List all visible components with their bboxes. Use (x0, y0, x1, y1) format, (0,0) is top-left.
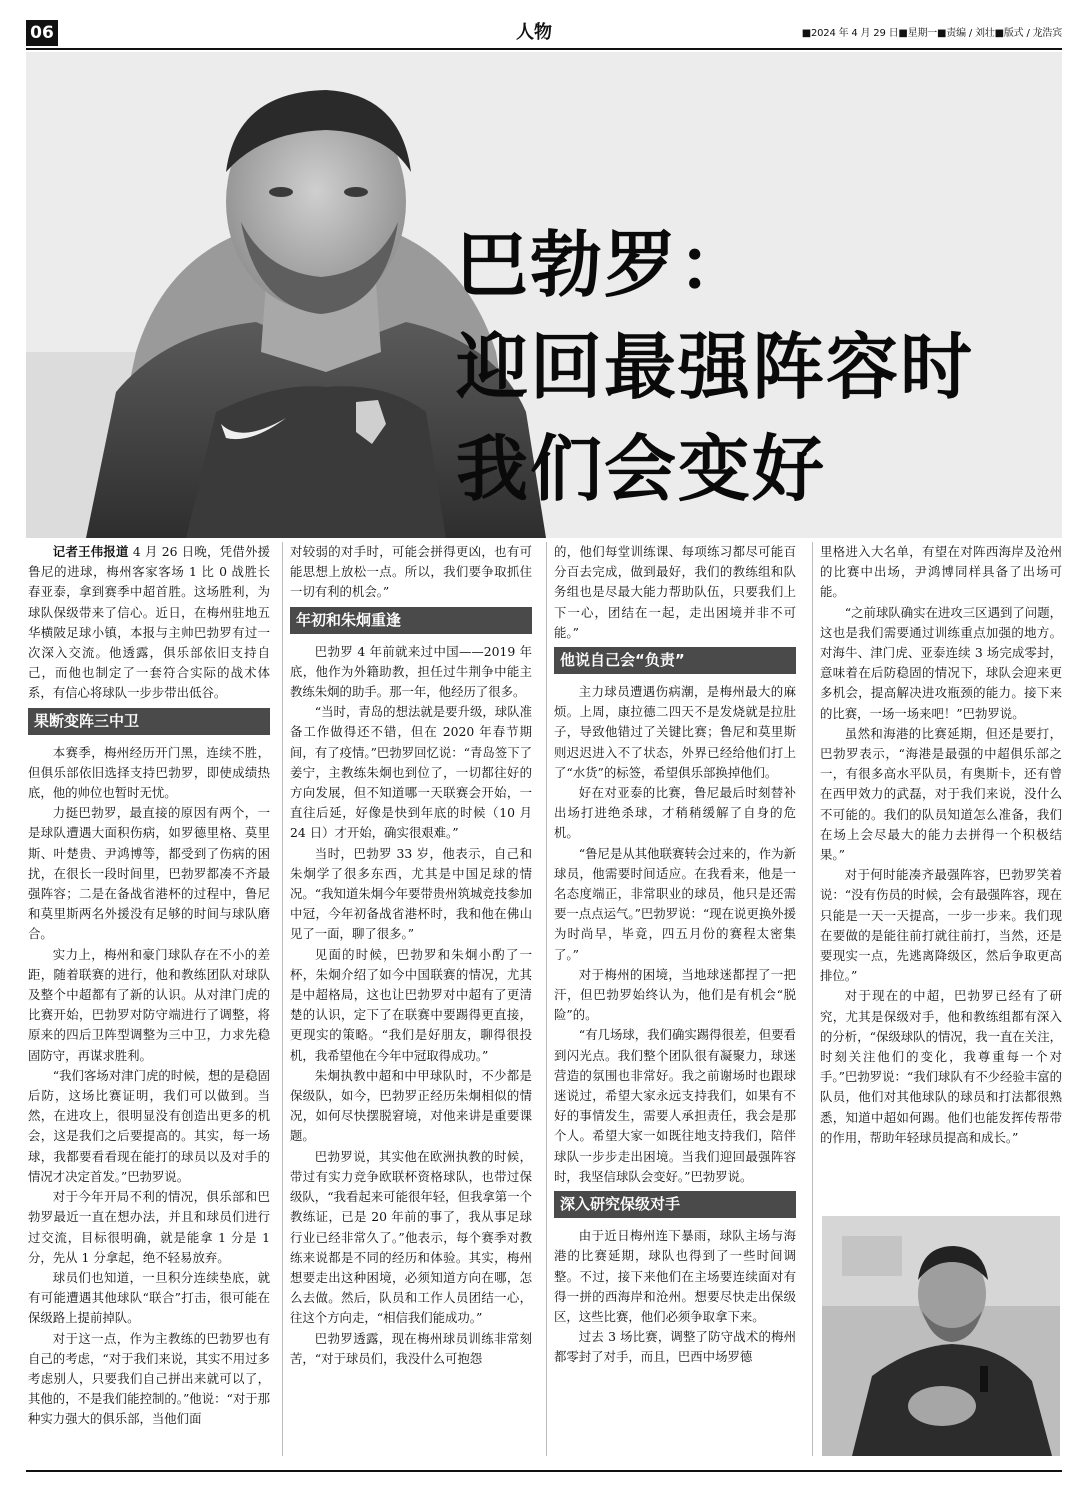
paragraph: 对较弱的对手时，可能会拼得更凶，也有可能思想上放松一点。所以，我们要争取抓住一切有利的机会。” (290, 544, 532, 600)
paragraph: 见面的时候，巴勃罗和朱炯小酌了一杯，朱炯介绍了如今中国联赛的情况，尤其是中超格局，这也让巴勃罗对中超有了更清楚的认识，定下了在联赛中要踢得更直接，更现实的策略。“我们是好朋友，聊得很投机，我希望他在今年中冠取得成功。” (290, 946, 532, 1063)
paragraph: 巴勃罗 4 年前就来过中国——2019 年底，他作为外籍助教，担任过牛荆争中能主教练朱炯的助手。那一年，他经历了很多。 (290, 643, 532, 700)
paragraph: 虽然和海港的比赛延期，但还是要打，巴勃罗表示，“海港是最强的中超俱乐部之一，有很多高水平队员，有奥斯卡，还有曾在西甲效力的武磊，对于我们来说，没什么不可能的。我们的队员知道怎么准备，我们在场上会尽最大的能力去拼得一个积极结果。” (820, 725, 1062, 863)
main-photo (26, 52, 1062, 538)
paragraph: “我们客场对津门虎的时候，想的是稳固后防，这场比赛证明，我们可以做到。当然，在进攻上，很明显没有创造出更多的机会，这是我们之后要提高的。其实，每一场球，我都要看看现在能打的球员以及对手的情况才决定首发。”巴勃罗说。 (28, 1067, 270, 1184)
subheading-2: 年初和朱炯重逢 (290, 607, 532, 634)
coach-interview-photo-icon (822, 1216, 1060, 1456)
paragraph: 对于现在的中超，巴勃罗已经有了研究，尤其是保级对手，他和教练组都有深入的分析，“保级球队的情况，我一直在关注，时刻关注他们的变化，我尊重每一个对手。”巴勃罗说：“我们球队有不少经验丰富的队员，他们对其他球队的球员和打法都很熟悉，知道中超如何踢。他们也能发挥传帮带的作用，帮助年轻球员提高和成长。” (820, 988, 1062, 1145)
paragraph: 巴勃罗透露，现在梅州球员训练非常刻苦，“对于球员们，我没什么可抱怨 (290, 1330, 532, 1366)
issue-meta: ■2024 年 4 月 29 日■星期一■责编 / 刘壮■版式 / 龙浩宾 (801, 28, 1062, 39)
paragraph: 的，他们每堂训练课、每项练习都尽可能百分百去完成，做到最好，我们的教练组和队务组也是尽最大能力帮助队伍，只要我们上下一心，团结在一起，走出困境并非不可能。” (554, 544, 796, 640)
page-number: 06 (26, 20, 58, 46)
paragraph: 里格进入大名单，有望在对阵西海岸及沧州的比赛中出场，尹鸿博同样具备了出场可能。 (820, 544, 1062, 600)
paragraph: 主力球员遭遇伤病潮，是梅州最大的麻烦。上周，康拉德二四天不是发烧就是拉肚子，导致他错过了关键比赛；鲁尼和莫里斯则迟迟进入不了状态，外界已经给他们打上了“水货”的标签，希望俱乐部换掉他们。 (554, 684, 796, 780)
paragraph: 对于这一点，作为主教练的巴勃罗也有自己的考虑，“对于我们来说，其实不用过多考虑别人，只要我们自己拼出来就可以了，其他的，不是我们能控制的。”他说：“对于那种实力强大的俱乐部，当他们面 (28, 1330, 270, 1427)
paragraph: 朱炯执教中超和中甲球队时，不少都是保级队，如今，巴勃罗正经历朱炯相似的情况，如何尽快摆脱窘境，对他来讲是重要课题。 (290, 1067, 532, 1144)
paragraph: 对于今年开局不利的情况，俱乐部和巴勃罗最近一直在想办法，并且和球员们进行过交流，目标很明确，就是能拿 1 分是 1 分，先从 1 分拿起，绝不轻易放弃。 (28, 1189, 270, 1265)
headline-line-1: 巴勃罗： (456, 223, 753, 307)
paragraph: 实力上，梅州和豪门球队存在不小的差距，随着联赛的进行，他和教练团队对球队及整个中超都有了新的认识。从对津门虎的比赛开始，巴勃罗对防守端进行了调整，将原来的四后卫阵型调整为三中卫，力求先稳固防守，再谋求胜利。 (28, 946, 270, 1063)
byline: 记者王伟报道 (52, 544, 129, 559)
paragraph: 对于梅州的困境，当地球迷都捏了一把汗，但巴勃罗始终认为，他们是有机会“脱险”的。 (554, 966, 796, 1023)
column-divider (812, 542, 813, 1456)
article-column-3 (554, 542, 796, 1368)
footer-rule (26, 1470, 1062, 1472)
header-rule (26, 48, 1062, 50)
paragraph: 好在对亚泰的比赛，鲁尼最后时刻替补出场打进绝杀球，才稍稍缓解了自身的危机。 (554, 785, 796, 841)
inset-photo (822, 1216, 1060, 1456)
paragraph: “鲁尼是从其他联赛转会过来的，作为新球员，他需要时间适应。在我看来，他是一名态度端正，非常职业的球员，他只是还需要一点点运气。”巴勃罗说：“现在说更换外援为时尚早，毕竟，四五月份的赛程太密集了。” (554, 845, 796, 962)
paragraph: 当时，巴勃罗 33 岁，他表示，自己和朱炯学了很多东西，尤其是中国足球的情况。“我知道朱炯今年要带贵州筑城竞技参加中冠，今年初备战省港杯时，我和他在佛山见了一面，聊了很多。” (290, 845, 532, 942)
paragraph: 球员们也知道，一旦积分连续垫底，就有可能遭遇其他球队“联合”打击，很可能在保级路上提前掉队。 (28, 1269, 270, 1326)
page-header (26, 18, 1062, 48)
paragraph: “之前球队确实在进攻三区遇到了问题，这也是我们需要通过训练重点加强的地方。对海牛、津门虎、亚泰连续 3 场完成零封，意味着在后防稳固的情况下，球队会迎来更多机会，提高解决进攻瓶颈的能力。接下来的比赛，一场一场来吧！”巴勃罗说。 (820, 604, 1062, 721)
paragraph: 由于近日梅州连下暴雨，球队主场与海港的比赛延期，球队也得到了一些时间调整。不过，接下来他们在主场要连续面对有得一拼的西海岸和沧州。想要尽快走出保级区，这些比赛，他们必须争取拿下来。 (554, 1228, 796, 1324)
paragraph: “有几场球，我们确实踢得很差，但要看到闪光点。我们整个团队很有凝聚力，球迷营造的氛围也非常好。我之前谢场时也跟球迷说过，希望大家永远支持我们，如果有不好的事情发生，需要人承担责任，我会是那个人。希望大家一如既往地支持我们，陪伴球队一步步走出困境。当我们迎回最强阵容时，我坚信球队会变好。”巴勃罗说。 (554, 1027, 796, 1184)
paragraph: 过去 3 场比赛，调整了防守战术的梅州都零封了对手，而且，巴西中场罗德 (554, 1329, 796, 1365)
subheading-3: 他说自己会“负责” (554, 647, 796, 674)
column-divider (282, 542, 283, 1456)
paragraph: 巴勃罗说，其实他在欧洲执教的时候，带过有实力竞争欧联杯资格球队，也带过保级队，“我看起来可能很年轻，但我拿第一个教练证，已是 20 年前的事了，我从事足球行业已经非常久了。”他表示，每个赛季对教练来说都是不同的经历和体验。其实，梅州想要走出这种困境，必须知道方向在哪，怎么去做。然后，队员和工作人员团结一心，往这个方向走，“相信我们能成功。” (290, 1148, 532, 1326)
column-divider (546, 542, 547, 1456)
article-column-4 (820, 542, 1062, 1148)
article-column-2 (290, 542, 532, 1369)
paragraph: “当时，青岛的想法就是要升级，球队准备工作做得还不错，但在 2020 年春节期间，有了疫情。”巴勃罗回忆说：“青岛签下了姜宁，主教练朱炯也到位了，一切都往好的方向发展，但不知道哪一天联赛会开始，一直往后延，好像是快到年底的时候（10 月 24 日）才开始，确实很艰难。” (290, 704, 532, 841)
headline-line-3: 我们会变好 (456, 427, 827, 511)
article-column-1 (28, 542, 270, 1430)
headline-line-2: 迎回最强阵容时 (456, 325, 975, 409)
section-title: 人物 (516, 22, 552, 43)
lead-paragraph: 记者王伟报道 4 月 26 日晚，凭借外援鲁尼的进球，梅州客家客场 1 比 0 战胜长春亚泰，拿到赛季中超首胜。这场胜利，为球队保级带来了信心。近日，在梅州驻地五华横陂足球小镇，本报与主帅巴勃罗有过一次深入交流。他透露，俱乐部依旧支持自己，而他也制定了一套符合实际的战术体系，有信心将球队一步步带出低谷。 (28, 544, 271, 701)
subheading-1: 果断变阵三中卫 (28, 708, 270, 735)
headline (456, 214, 1062, 520)
paragraph: 对于何时能凑齐最强阵容，巴勃罗笑着说：“没有伤员的时候，会有最强阵容，现在只能是一天一天提高，一步一步来。我们现在要做的是能往前打就往前打，当然，还是要现实一点，先逃离降级区，然后争取更高排位。” (820, 867, 1062, 984)
paragraph: 力挺巴勃罗，最直接的原因有两个，一是球队遭遇大面积伤病，如罗德里格、莫里斯、叶楚贵、尹鸿博等，都受到了伤病的困扰，在很长一段时间里，巴勃罗都凑不齐最强阵容；二是在备战省港杯的过程中，鲁尼和莫里斯两名外援没有足够的时间与球队磨合。 (28, 805, 270, 942)
subheading-4: 深入研究保级对手 (554, 1191, 796, 1218)
paragraph: 本赛季，梅州经历开门黑，连续不胜，但俱乐部依旧选择支持巴勃罗，即使成绩热底，他的帅位也暂时无忧。 (28, 744, 270, 801)
